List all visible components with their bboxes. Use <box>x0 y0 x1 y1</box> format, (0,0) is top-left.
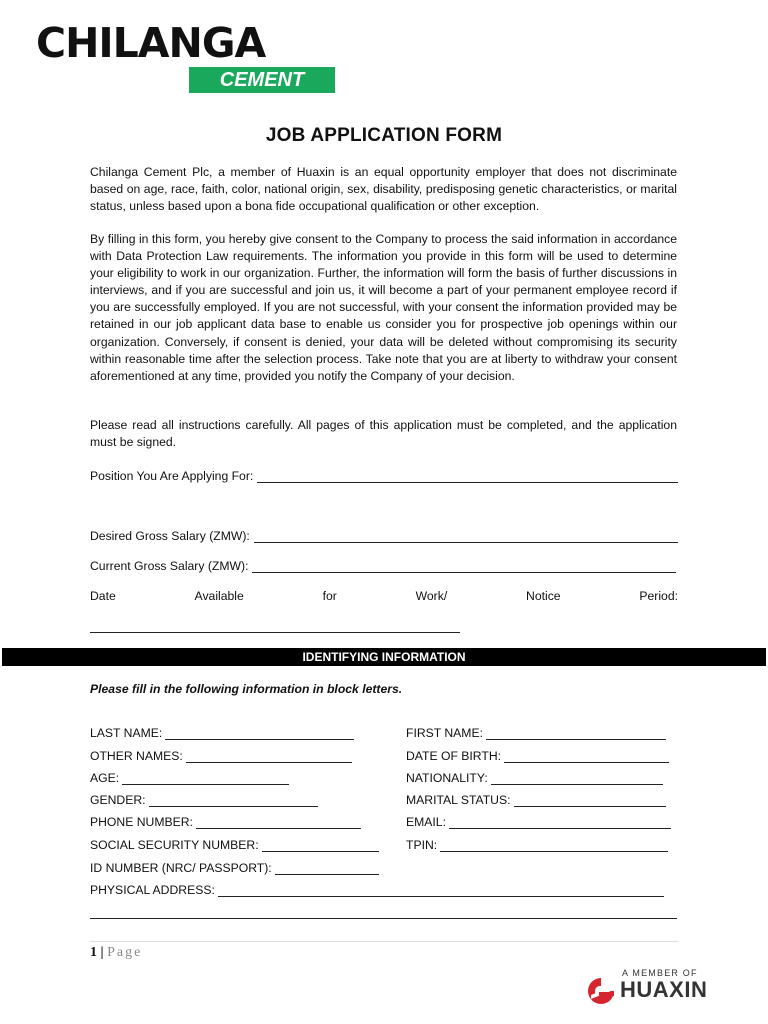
tpin-input-line[interactable] <box>440 839 668 852</box>
marital-status-label: MARITAL STATUS: <box>406 793 511 807</box>
nationality-label: NATIONALITY: <box>406 771 488 785</box>
nationality-field <box>406 771 663 785</box>
date-available-row <box>90 589 678 603</box>
current-salary-input-line[interactable] <box>252 559 676 573</box>
date-of-birth-field <box>406 749 669 763</box>
identifying-information-header: IDENTIFYING INFORMATION <box>2 648 766 666</box>
page-number <box>90 945 142 961</box>
nationality-input-line[interactable] <box>491 772 663 785</box>
first-name-input-line[interactable] <box>486 727 666 740</box>
email-field <box>406 815 671 829</box>
last-name-field <box>90 726 354 740</box>
date-available-word: Date <box>90 589 116 603</box>
phone-number-field <box>90 815 361 829</box>
last-name-input-line[interactable] <box>165 727 354 740</box>
position-label: Position You Are Applying For: <box>90 469 254 483</box>
last-name-label: LAST NAME: <box>90 726 163 740</box>
position-row <box>90 469 678 483</box>
huaxin-member-text: A MEMBER OF <box>622 968 698 978</box>
age-label: AGE: <box>90 771 120 785</box>
logo-wordmark: CHILANGA <box>36 19 266 67</box>
physical-address-field <box>90 883 664 897</box>
date-of-birth-input-line[interactable] <box>504 750 669 763</box>
social-security-field <box>90 838 379 852</box>
desired-salary-row <box>90 529 678 543</box>
date-available-input-line[interactable] <box>90 632 460 633</box>
logo-sub-badge: CEMENT <box>189 67 335 93</box>
huaxin-emblem-icon <box>585 976 617 1006</box>
marital-status-field <box>406 793 666 807</box>
position-input-line[interactable] <box>257 469 678 483</box>
id-number-input-line[interactable] <box>275 862 379 875</box>
intro-paragraph: Chilanga Cement Plc, a member of Huaxin is an equal opportunity employer that does not discriminate based on age, race, faith, color, national origin, sex, disability, predisposing genetic characteristics, or marital status, unless based upon a bona fide occupational qualification or other exception. <box>90 165 677 214</box>
huaxin-logo <box>585 968 715 1008</box>
desired-salary-label: Desired Gross Salary (ZMW): <box>90 529 250 543</box>
physical-address-input-line[interactable] <box>218 884 664 897</box>
tpin-field <box>406 838 668 852</box>
gender-field <box>90 793 318 807</box>
gender-label: GENDER: <box>90 793 146 807</box>
chilanga-cement-logo <box>36 20 306 96</box>
consent-paragraph: By filling in this form, you hereby give consent to the Company to process the said information in accordance with Data Protection Law requirements. The information you provide in this form will be used to determine your eligibility to work in our organization. Further, the information will form the basis of further discussions in interviews, and if you are successful and join us, it will become a part of your permanent employee record if you are successfully employed. If you are not successful, with your consent the information provided may be retained in our job applicant data base to enable us consider you for prospective job openings within our organization. Conversely, if consent is denied, your data will be deleted without compromising its security within reasonable time after the selection process. Take note that you are at liberty to withdraw your consent aforementioned at any time, provided you notify the Company of your decision. <box>90 232 677 383</box>
gender-input-line[interactable] <box>149 794 318 807</box>
current-salary-label: Current Gross Salary (ZMW): <box>90 559 249 573</box>
age-field <box>90 771 289 785</box>
date-available-word: for <box>322 589 337 603</box>
date-of-birth-label: DATE OF BIRTH: <box>406 749 502 763</box>
date-available-word: Work/ <box>415 589 448 603</box>
block-letters-instruction: Please fill in the following information in block letters. <box>90 682 403 696</box>
page-number-value: 1 <box>90 945 97 960</box>
age-input-line[interactable] <box>122 772 289 785</box>
other-names-field <box>90 749 352 763</box>
other-names-label: OTHER NAMES: <box>90 749 183 763</box>
form-title: JOB APPLICATION FORM <box>265 125 503 146</box>
first-name-label: FIRST NAME: <box>406 726 483 740</box>
tpin-label: TPIN: <box>406 838 438 852</box>
page-number-separator: | <box>97 945 108 960</box>
desired-salary-input-line[interactable] <box>254 529 678 543</box>
date-available-word: Available <box>194 589 244 603</box>
email-input-line[interactable] <box>449 816 671 829</box>
huaxin-wordmark: HUAXIN <box>620 977 708 1002</box>
date-available-word: Notice <box>526 589 561 603</box>
social-security-label: SOCIAL SECURITY NUMBER: <box>90 838 259 852</box>
first-name-field <box>406 726 666 740</box>
phone-number-label: PHONE NUMBER: <box>90 815 193 829</box>
physical-address-label: PHYSICAL ADDRESS: <box>90 883 215 897</box>
other-names-input-line[interactable] <box>186 750 352 763</box>
footer-divider <box>90 941 678 942</box>
date-available-word: Period: <box>639 589 678 603</box>
id-number-field <box>90 861 379 875</box>
id-number-label: ID NUMBER (NRC/ PASSPORT): <box>90 861 272 875</box>
physical-address-extra-line[interactable] <box>90 918 677 919</box>
marital-status-input-line[interactable] <box>514 794 666 807</box>
email-label: EMAIL: <box>406 815 446 829</box>
social-security-input-line[interactable] <box>262 839 379 852</box>
instructions-paragraph: Please read all instructions carefully. All pages of this application must be completed, and the application must be signed. <box>90 418 677 450</box>
page-word: Page <box>107 945 143 960</box>
current-salary-row <box>90 559 676 573</box>
phone-number-input-line[interactable] <box>196 816 361 829</box>
